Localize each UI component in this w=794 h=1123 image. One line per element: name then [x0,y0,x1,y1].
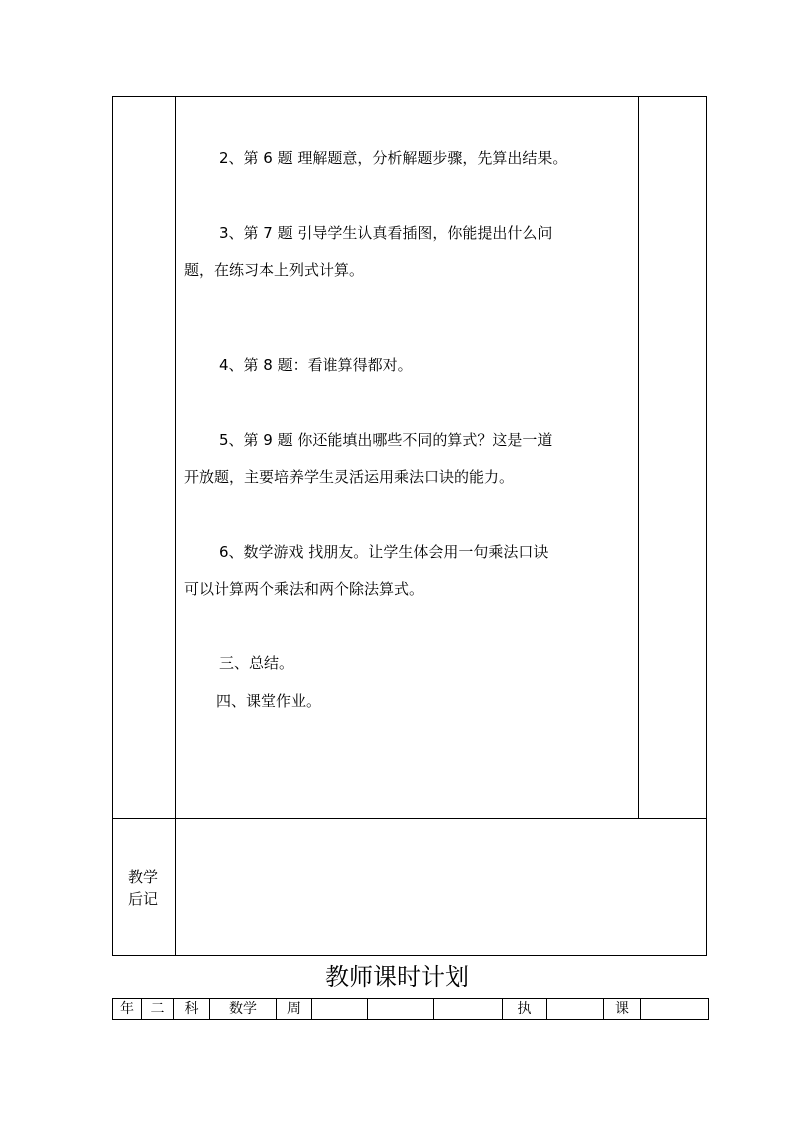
executor-label: 执 [517,1001,532,1017]
content-item-6-line1: 6、数学游戏 找朋友。让学生体会用一句乘法口诀 [219,543,549,561]
header-row-divider [433,998,434,1020]
header-row-divider [546,998,547,1020]
table-divider-content-right [638,96,639,819]
reflection-label-line2: 后记 [128,890,159,908]
header-row-divider [708,998,709,1020]
content-item-2: 2、第 6 题 理解题意，分析解题步骤，先算出结果。 [219,149,568,167]
content-item-3-line2: 题，在练习本上列式计算。 [184,261,365,279]
content-item-5-line1: 5、第 9 题 你还能填出哪些不同的算式？这是一道 [219,431,553,449]
header-row-divider [311,998,312,1020]
table-divider-label-column [175,96,176,956]
week-label: 周 [287,1001,301,1017]
header-row-divider [640,998,641,1020]
content-item-3-line1: 3、第 7 题 引导学生认真看插图，你能提出什么问 [219,224,553,242]
content-item-6-line2: 可以计算两个乘法和两个除法算式。 [184,580,425,598]
header-row-border-bottom [112,1019,709,1020]
table-border-bottom [112,955,707,956]
table-divider-reflection-row [112,818,707,819]
reflection-label-line1: 教学 [128,868,159,886]
grade-label: 年 [120,1001,134,1017]
lesson-label: 课 [615,1001,629,1017]
content-homework: 四、课堂作业。 [216,692,322,710]
table-border-right [706,96,707,956]
content-item-4: 4、第 8 题：看谁算得都对。 [219,356,413,374]
table-border-top [112,96,707,97]
header-row-divider [367,998,368,1020]
content-summary: 三、总结。 [219,654,295,672]
next-page-title: 教师课时计划 [325,963,469,991]
grade-value: 二 [150,1001,165,1017]
subject-value: 数学 [229,1001,257,1017]
subject-label: 科 [184,1001,199,1017]
table-border-left [112,96,113,956]
content-item-5-line2: 开放题，主要培养学生灵活运用乘法口诀的能力。 [184,468,515,486]
